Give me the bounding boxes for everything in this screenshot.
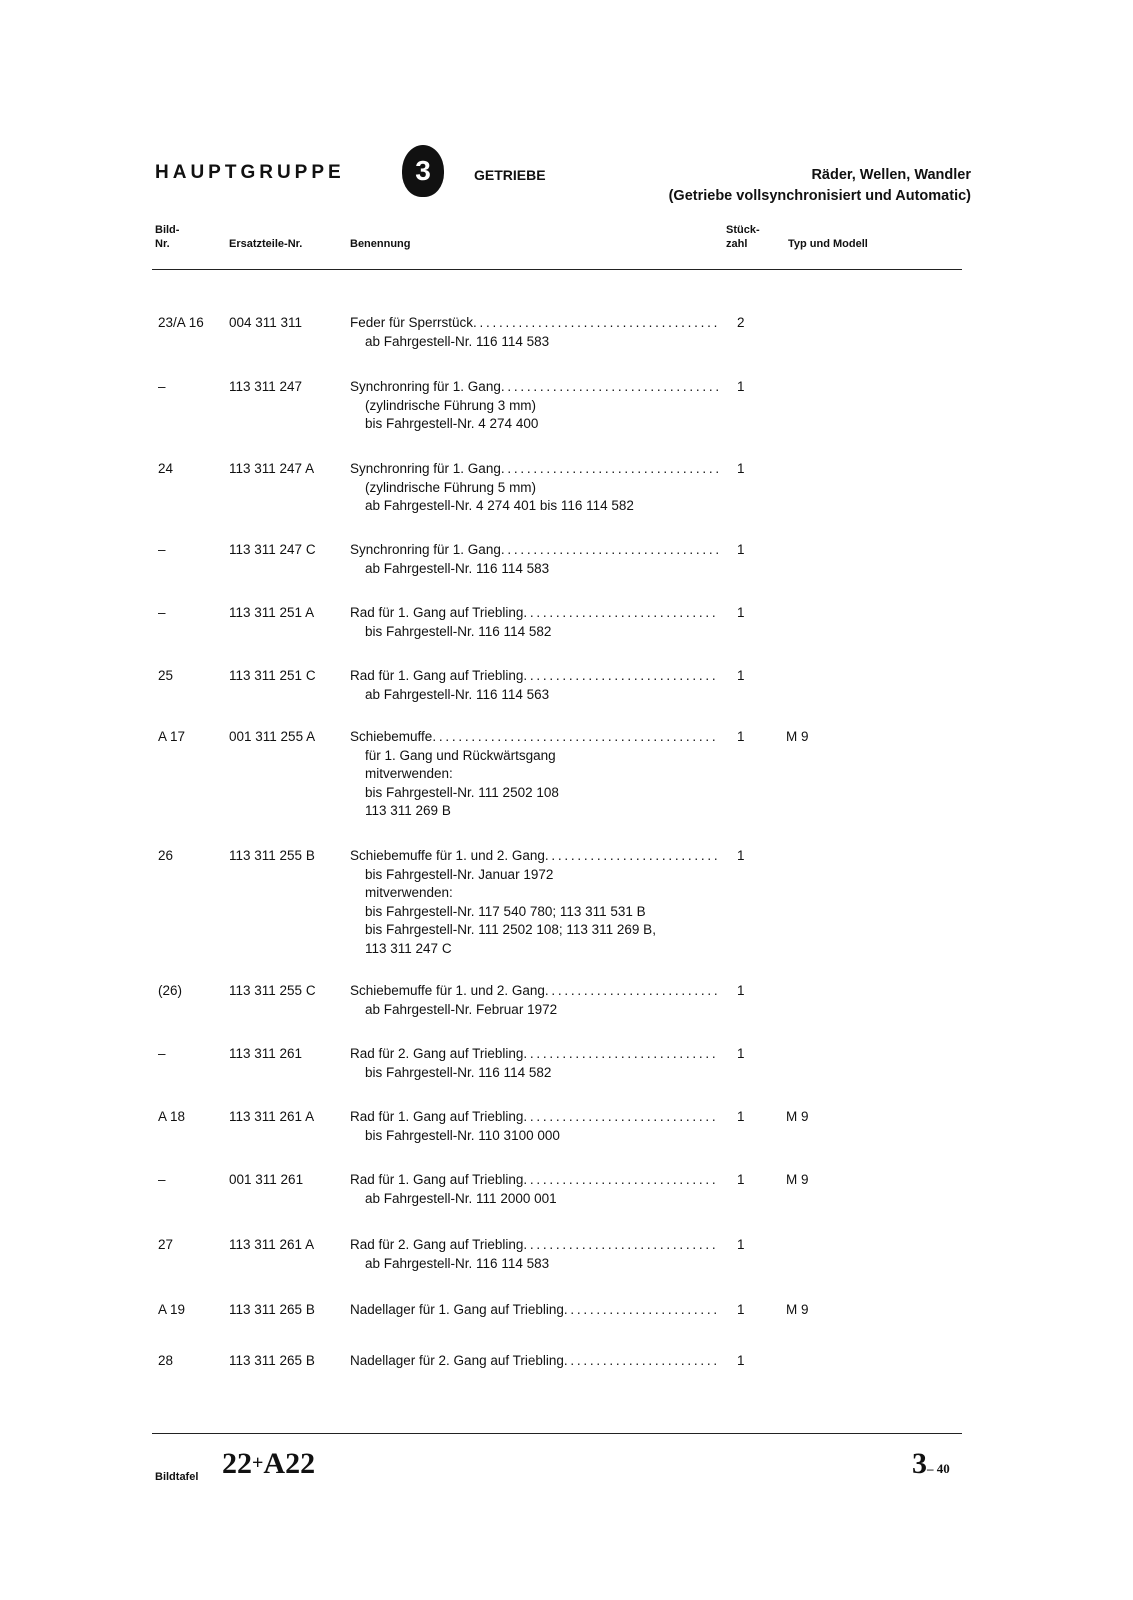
col-header-stueck-line2: zahl xyxy=(726,238,748,250)
stueckzahl: 1 xyxy=(737,1302,745,1317)
bild-nr: 24 xyxy=(158,461,174,476)
section-title-line1: Räder, Wellen, Wandler xyxy=(811,167,971,183)
bild-nr: A 17 xyxy=(158,729,186,744)
bildtafel-a: 22 xyxy=(222,1447,252,1480)
group-name: GETRIEBE xyxy=(474,167,546,183)
ersatzteil-nr: 113 311 255 B xyxy=(229,848,315,863)
page-number-minor: – 40 xyxy=(927,1461,950,1476)
typ-modell: M 9 xyxy=(786,1302,809,1317)
part-detail: ab Fahrgestell-Nr. 116 114 583 xyxy=(365,1255,550,1271)
stueckzahl: 1 xyxy=(737,1109,745,1124)
col-header-ersatzteil: Ersatzteile-Nr. xyxy=(229,238,303,250)
stueckzahl: 2 xyxy=(737,315,745,330)
benennung xyxy=(350,1301,718,1320)
bild-nr: 26 xyxy=(158,848,174,863)
part-detail: bis Fahrgestell-Nr. 110 3100 000 xyxy=(365,1127,560,1143)
bild-nr: – xyxy=(158,542,166,557)
ersatzteil-nr: 113 311 255 C xyxy=(229,983,316,998)
benennung xyxy=(350,728,718,821)
ersatzteil-nr: 113 311 247 xyxy=(229,379,303,394)
dot-leader xyxy=(523,1236,718,1255)
part-detail: bis Fahrgestell-Nr. 111 2502 108 xyxy=(365,784,559,800)
benennung xyxy=(350,460,718,516)
stueckzahl: 1 xyxy=(737,848,745,863)
dot-leader xyxy=(501,460,718,479)
ersatzteil-nr: 113 311 251 C xyxy=(229,668,316,683)
bild-nr: – xyxy=(158,379,166,394)
part-name: Rad für 1. Gang auf Triebling xyxy=(350,605,524,620)
benennung xyxy=(350,1108,718,1145)
benennung xyxy=(350,314,718,351)
col-header-bild-line2: Nr. xyxy=(155,238,170,250)
part-detail: (zylindrische Führung 5 mm) xyxy=(365,479,537,495)
page-number-major: 3 xyxy=(912,1447,927,1480)
ersatzteil-nr: 113 311 265 B xyxy=(229,1353,315,1368)
part-detail: ab Fahrgestell-Nr. 111 2000 001 xyxy=(365,1190,557,1206)
bildtafel-b: A22 xyxy=(263,1447,316,1480)
part-name: Rad für 2. Gang auf Triebling xyxy=(350,1046,524,1061)
dot-leader xyxy=(545,847,718,866)
part-detail: ab Fahrgestell-Nr. 116 114 583 xyxy=(365,560,550,576)
dot-leader xyxy=(523,667,718,686)
dot-leader xyxy=(501,378,718,397)
stueckzahl: 1 xyxy=(737,379,745,394)
benennung xyxy=(350,1171,718,1208)
benennung xyxy=(350,1352,718,1371)
page-number xyxy=(912,1447,950,1481)
section-title-line2: (Getriebe vollsynchronisiert und Automatic) xyxy=(668,188,971,204)
benennung xyxy=(350,1045,718,1082)
dot-leader xyxy=(523,604,718,623)
part-detail: ab Fahrgestell-Nr. 116 114 583 xyxy=(365,333,550,349)
stueckzahl: 1 xyxy=(737,983,745,998)
ersatzteil-nr: 113 311 247 A xyxy=(229,461,315,476)
part-name: Schiebemuffe für 1. und 2. Gang xyxy=(350,848,545,863)
ersatzteil-nr: 113 311 265 B xyxy=(229,1302,315,1317)
ersatzteil-nr: 113 311 251 A xyxy=(229,605,315,620)
ersatzteil-nr: 113 311 247 C xyxy=(229,542,316,557)
typ-modell: M 9 xyxy=(786,729,809,744)
bild-nr: 23/A 16 xyxy=(158,315,204,330)
part-detail: bis Fahrgestell-Nr. 4 274 400 xyxy=(365,416,539,431)
footer-rule xyxy=(152,1433,962,1434)
part-name: Feder für Sperrstück xyxy=(350,315,474,330)
col-header-stueckzahl xyxy=(726,223,760,251)
part-detail: bis Fahrgestell-Nr. 117 540 780; 113 311 531 B xyxy=(365,903,646,919)
part-detail: ab Fahrgestell-Nr. 116 114 563 xyxy=(365,686,550,702)
part-name: Rad für 1. Gang auf Triebling xyxy=(350,668,524,683)
part-name: Synchronring für 1. Gang xyxy=(350,379,501,394)
part-name: Synchronring für 1. Gang xyxy=(350,542,501,557)
dot-leader xyxy=(501,541,718,560)
col-header-stueck-line1: Stück- xyxy=(726,224,760,236)
col-header-benennung: Benennung xyxy=(350,238,411,250)
part-detail: ab Fahrgestell-Nr. Februar 1972 xyxy=(365,1001,558,1017)
benennung xyxy=(350,378,718,434)
part-detail: mitverwenden: xyxy=(365,766,453,781)
stueckzahl: 1 xyxy=(737,1046,745,1061)
dot-leader xyxy=(473,314,718,333)
dot-leader xyxy=(564,1301,718,1320)
part-detail: 113 311 269 B xyxy=(365,803,451,818)
dot-leader xyxy=(432,728,718,747)
stueckzahl: 1 xyxy=(737,1353,745,1368)
benennung xyxy=(350,541,718,578)
stueckzahl: 1 xyxy=(737,729,745,744)
stueckzahl: 1 xyxy=(737,461,745,476)
part-name: Rad für 2. Gang auf Triebling xyxy=(350,1237,524,1252)
benennung xyxy=(350,982,718,1019)
bild-nr: – xyxy=(158,1172,166,1187)
col-header-bild xyxy=(155,223,179,251)
stueckzahl: 1 xyxy=(737,605,745,620)
benennung xyxy=(350,667,718,704)
bild-nr: – xyxy=(158,1046,166,1061)
ersatzteil-nr: 113 311 261 A xyxy=(229,1237,315,1252)
bild-nr: (26) xyxy=(158,983,183,998)
group-number-badge: 3 xyxy=(402,145,444,197)
part-name: Nadellager für 1. Gang auf Triebling xyxy=(350,1302,564,1317)
bild-nr: 27 xyxy=(158,1237,174,1252)
part-name: Schiebemuffe für 1. und 2. Gang xyxy=(350,983,545,998)
part-detail: mitverwenden: xyxy=(365,885,453,900)
part-name: Schiebemuffe xyxy=(350,729,433,744)
ersatzteil-nr: 113 311 261 xyxy=(229,1046,303,1061)
stueckzahl: 1 xyxy=(737,542,745,557)
benennung xyxy=(350,847,718,958)
part-detail: (zylindrische Führung 3 mm) xyxy=(365,397,537,413)
bildtafel-reference xyxy=(222,1447,315,1481)
part-detail: ab Fahrgestell-Nr. 4 274 401 bis 116 114 582 xyxy=(365,498,634,513)
benennung xyxy=(350,604,718,641)
part-name: Rad für 1. Gang auf Triebling xyxy=(350,1109,524,1124)
col-header-bild-line1: Bild- xyxy=(155,224,180,236)
dot-leader xyxy=(545,982,718,1001)
part-name: Synchronring für 1. Gang xyxy=(350,461,501,476)
ersatzteil-nr: 001 311 255 A xyxy=(229,729,316,744)
section-title xyxy=(669,165,971,207)
bildtafel-label: Bildtafel xyxy=(155,1471,199,1483)
stueckzahl: 1 xyxy=(737,668,745,683)
part-name: Rad für 1. Gang auf Triebling xyxy=(350,1172,524,1187)
hauptgruppe-label: HAUPTGRUPPE xyxy=(155,162,345,183)
part-detail: für 1. Gang und Rückwärtsgang xyxy=(365,747,556,763)
header-rule xyxy=(152,269,962,270)
stueckzahl: 1 xyxy=(737,1172,745,1187)
part-detail: bis Fahrgestell-Nr. Januar 1972 xyxy=(365,866,554,882)
stueckzahl: 1 xyxy=(737,1237,745,1252)
typ-modell: M 9 xyxy=(786,1109,809,1124)
part-name: Nadellager für 2. Gang auf Triebling xyxy=(350,1353,564,1368)
bild-nr: – xyxy=(158,605,166,620)
part-detail: bis Fahrgestell-Nr. 111 2502 108; 113 311 269 B, xyxy=(365,922,656,937)
ersatzteil-nr: 004 311 311 xyxy=(229,315,303,330)
bild-nr: A 18 xyxy=(158,1109,186,1124)
part-detail: bis Fahrgestell-Nr. 116 114 582 xyxy=(365,623,552,639)
dot-leader xyxy=(523,1108,718,1127)
bild-nr: A 19 xyxy=(158,1302,186,1317)
ersatzteil-nr: 113 311 261 A xyxy=(229,1109,315,1124)
col-header-typ: Typ und Modell xyxy=(788,238,868,250)
ersatzteil-nr: 001 311 261 xyxy=(229,1172,304,1187)
bild-nr: 25 xyxy=(158,668,174,683)
benennung xyxy=(350,1236,718,1273)
dot-leader xyxy=(523,1045,718,1064)
bildtafel-plus: + xyxy=(252,1452,264,1474)
part-detail: 113 311 247 C xyxy=(365,940,452,956)
part-detail: bis Fahrgestell-Nr. 116 114 582 xyxy=(365,1064,552,1080)
typ-modell: M 9 xyxy=(786,1172,809,1187)
dot-leader xyxy=(564,1352,718,1371)
bild-nr: 28 xyxy=(158,1353,174,1368)
dot-leader xyxy=(523,1171,718,1190)
